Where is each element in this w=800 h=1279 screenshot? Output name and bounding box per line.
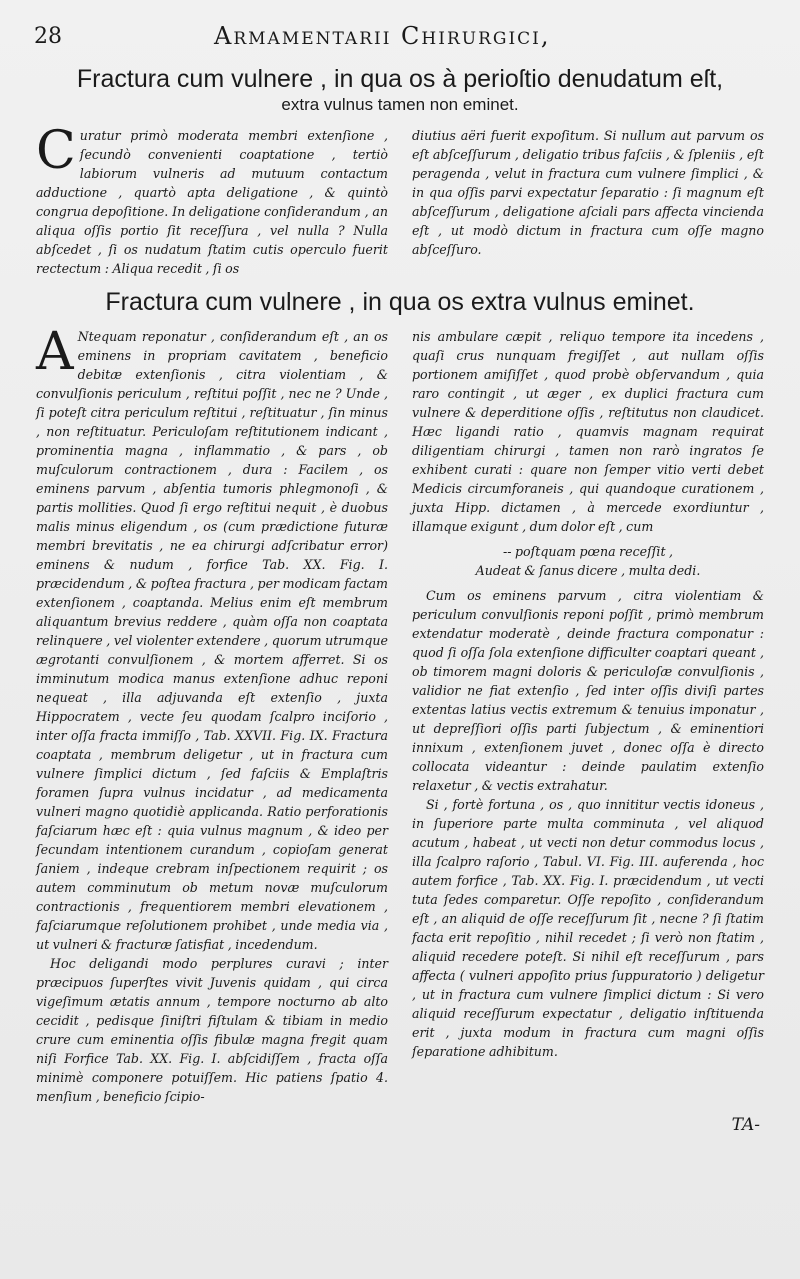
section-1-left-text: uratur primò moderata membri extenſione , ſecundò convenienti coaptatione , tertiò labiorum vulneris ad mutuum contactum adductione , quartò apta deligatione , & quintò congrua depoſitione. In deligatione conſiderandum , an aliqua oſſis portio ſit receſſura , vel nulla ? Nulla abſcedet , ſi os nudatum ſtatim cutis operculo fuerit rectectum : Aliqua recedit , ſi os [36, 128, 388, 276]
poem-line-2: Audeat & ſanus dicere , multa dedi. [475, 563, 701, 578]
section-1-columns [36, 121, 764, 278]
section-1-title: Fractura cum vulnere , in qua os à perioſtio denudatum eſt, [76, 65, 724, 93]
poem-quote [412, 542, 764, 580]
poem-line-1: -- poſtquam pœna receſſit , [502, 544, 674, 559]
section-2-columns [36, 322, 764, 1106]
section-2-right-paragraph-2: Cum os eminens parvum , citra violentiam & periculum convulſionis reponi poſſit , primò membrum extendatur moderatè , deinde fractura componatur : quod ſi oſſa ſola extenſione difficulter coaptari queant , ob timorem magni doloris & periculoſæ convulſionis , validior ne fiat extenſio , ſed inter oſſis diviſi partes extentas latius vectis extremum & tenuius imponatur , ut depreſſiori oſſis parti ſubjectum , & eminentiori innixum , extenſionem juvet , donec oſſa è directo collocata videantur : deinde paulatim extenſio relaxetur , & vectis extrahatur. [412, 588, 764, 793]
dropcap-c: C [36, 121, 76, 181]
section-2-left-text-1: Ntequam reponatur , conſiderandum eſt , an os eminens in propriam cavitatem , beneficio debitæ extenſionis , citra violentiam , & convulſionis periculum , reſtitui poſſit , nec ne ? Unde , ſi poteſt citra periculum reſtitui , reſtituatur , ſin minus , non reſtituatur. Periculoſam reſtitutionem indicant , prominentia magna , inflammatio , & pars , ob muſculorum contractionem , dura : Facilem , os eminens parvum , abſentia tumoris phlegmonoſi , & partis mollities. Quod ſi ergo reſtitui nequit , è duobus malis minus eligendum , os (cum prædictione futuræ membri brevitatis , ne ea chirurgi adſcribatur error) eminens & nudum , forfice Tab. XX. Fig. I. præcidendum , & poſtea fractura , per modicam factam extenſionem , coaptanda. Melius enim eſt membrum aliquantum brevius reddere , quàm oſſa non coaptata relinquere , vel violenter extendere , quorum utrumque ægrotanti convulſionem , & mortem afferret. Si os imminutum modica manus extenſione adhuc reponi nequeat , illa adjuvanda eſt extenſio , juxta Hippocratem , vecte ſeu quodam ſcalpro inciſorio , inter oſſa fracta immiſſo , Tab. XXVII. Fig. IX. Fractura coaptata , membrum deligetur , ut in fractura cum vulnere ſimplici dictum , ſed faſciis & Emplaſtris foramen ſupra vulnus incidatur , ad medicamenta vulneri magno quotidiè applicanda. Ratio perforationis faſciarum hæc eſt : quia vulnus magnum , & ideo per ſecundam intentionem curandum , copioſam generat ſaniem , indeque crebram inſpectionem requirit ; os autem comminutum ob metum novæ muſculorum contractionis , frequentiorem membri elevationem , faſciarumque reſolutionem prohibet , unde media via , ut vulneri & fracturæ ſatisfiat , incedendum. [36, 329, 388, 952]
catchword: TA- [731, 1115, 760, 1135]
running-title: Armamentarii Chirurgici, [214, 22, 551, 50]
section-1-left-paragraph [36, 121, 388, 278]
section-2-left-paragraph-2: Hoc deligandi modo perplures curavi ; inter præcipuos ſuperſtes vivit Juvenis quidam , qui circa vigeſimum ætatis annum , tempore nocturno ab alto cecidit , pedisque ſiniſtri fiſtulam & tibiam in medio crure cum eminentia oſſis fibulæ magna fregit quam niſi Forfice Tab. XX. Fig. I. abſcidiſſem , fracta oſſa minimè componere potuiſſem. Hic patiens ſpatio 4. menſium , beneficio ſcipio- [36, 956, 388, 1104]
section-1-left-column [36, 121, 388, 278]
section-1 [36, 64, 764, 278]
section-1-subtitle: extra vulnus tamen non eminet. [281, 95, 519, 114]
section-2 [36, 287, 764, 1106]
page-number: 28 [34, 24, 62, 49]
section-2-right-paragraph-3: Si , fortè fortuna , os , quo innititur vectis idoneus , in ſuperiore parte multa comminuta , vel aliquod acutum , habeat , ut vecti non detur commodus locus , illa ſcalpro raſorio , Tabul. VI. Fig. III. auferenda , hoc autem forfice , Tab. XX. Fig. I. præcidendum , ut vecti tuta ſedes comparetur. Oſſe repoſito , conſiderandum eſt , an aliquid de oſſe receſſurum ſit , necne ? ſi ſtatim facta erit repoſitio , nihil recedet ; ſi verò non ſtatim , aliquid recedere poteſt. Si nihil eſt receſſurum , pars affecta ( vulneri appoſito prius ſuppuratorio ) deligetur , ut in fractura cum vulnere ſimplici dictum : Si vero aliquid receſſurum expectatur , deligatio inſtituenda erit , juxta modum in fractura cum magni oſſis ſeparatione adhibitum. [412, 797, 764, 1059]
section-1-right-paragraph: diutius aëri fuerit expoſitum. Si nullum aut parvum os eſt abſceſſurum , deligatio tribus faſciis , & ſpleniis , eſt peragenda , velut in fractura cum vulnere ſimplici , & in qua oſſis parvi expectatur ſeparatio : ſi magnum eſt abſceſſurum , deligatione aſciali pars affecta vincienda eſt , ut modò dictum in fractura cum oſſe magno abſceſſuro. [412, 128, 764, 257]
running-head [34, 18, 760, 54]
section-1-right-column [412, 126, 764, 278]
section-2-left-column [36, 322, 388, 1106]
dropcap-a: A [36, 322, 74, 382]
section-2-right-paragraph-1: nis ambulare cæpit , reliquo tempore ita incedens , quaſi crus nunquam fregiſſet , aut nullam oſſis portionem amiſiſſet , quod probè obſervandum , quia raro contingit , ut æger , ex duplici fractura cum vulnere & deperditione oſſis , reſtitutus non claudicet. Hæc ligandi ratio , quamvis magnam requirat diligentiam chirurgi , tamen non rarò ingratos ſe exhibent curati : quare non ſemper vitio verti debet Medicis circumforaneis , qui quandoque curationem , juxta Hipp. dictamen , à mercede exordiuntur , illamque exigunt , dum dolor eſt , cum [412, 329, 764, 534]
section-2-title: Fractura cum vulnere , in qua os extra vulnus eminet. [105, 288, 695, 316]
section-2-right-column [412, 327, 764, 1106]
section-2-left-paragraph-1 [36, 322, 388, 954]
